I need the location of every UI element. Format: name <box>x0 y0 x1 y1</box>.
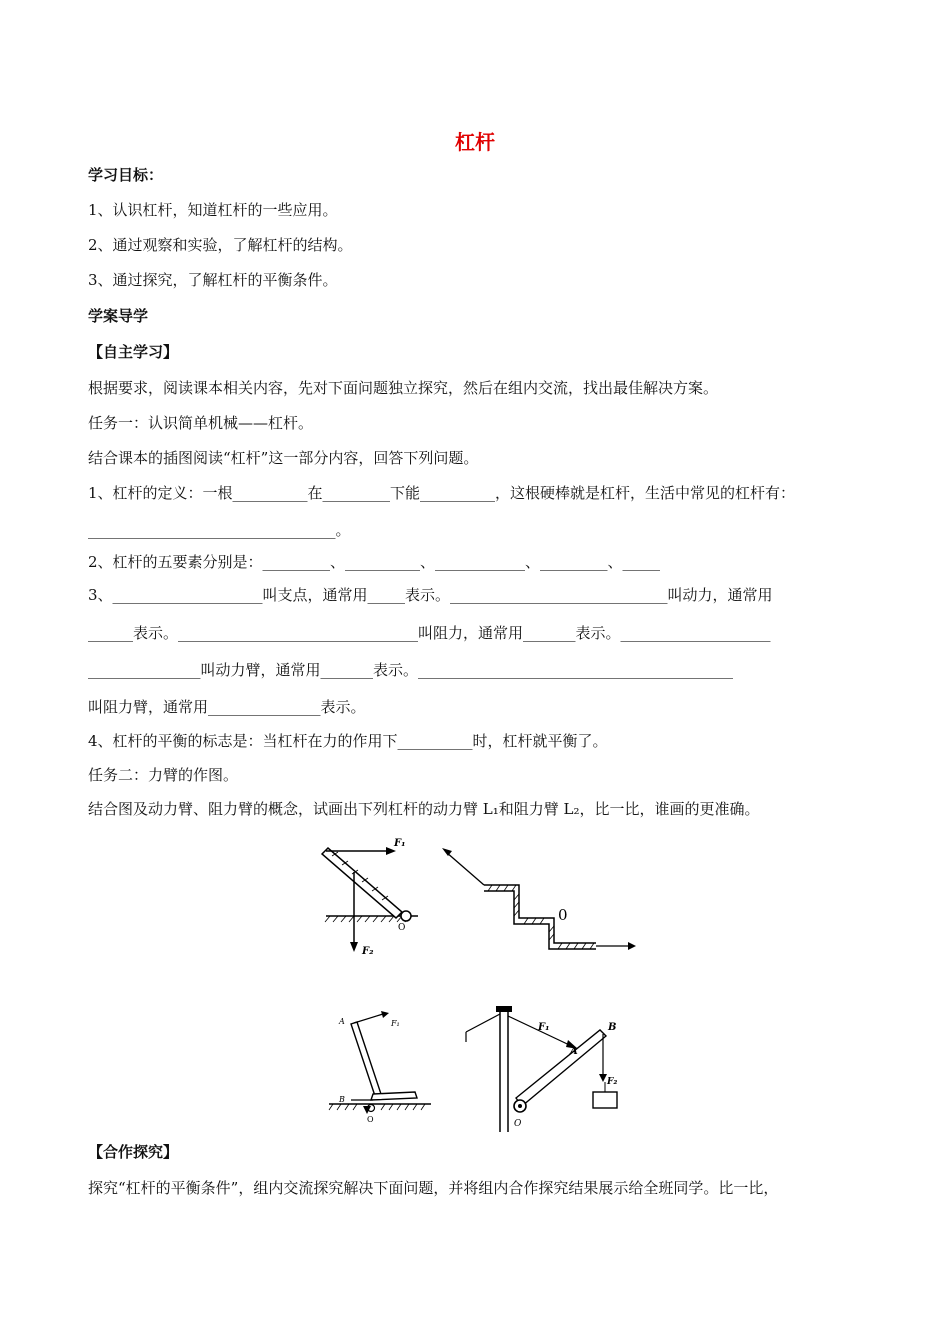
o-label: O <box>514 1119 522 1129</box>
a-label: A <box>570 1046 578 1057</box>
cooperation-text: 探究“杠杆的平衡条件”，组内交流探究解决下面问题，并将组内合作探究结果展示给全班同学。比一比， <box>88 1179 779 1197</box>
guide-heading: 学案导学 <box>88 307 149 325</box>
task1-heading: 任务一：认识简单机械——杠杆。 <box>88 414 314 432</box>
lever-figure-2 <box>436 838 641 958</box>
objective-item: 2、通过观察和实验，了解杠杆的结构。 <box>88 236 353 254</box>
page-title: 杠杆 <box>455 130 495 154</box>
objective-item: 1、认识杠杆，知道杠杆的一些应用。 <box>88 201 338 219</box>
objectives-heading: 学习目标： <box>88 166 164 184</box>
question-1-line1: 1、杠杆的定义：一根__________在_________下能__________，这根硬棒就是杠杆，生活中常见的杠杆有： <box>88 484 796 502</box>
cooperation-heading: 【合作探究】 <box>88 1143 179 1161</box>
task2-heading: 任务二：力臂的作图。 <box>88 766 239 784</box>
lever-figure-1 <box>318 832 428 962</box>
task2-intro: 结合图及动力臂、阻力臂的概念，试画出下列杠杆的动力臂 L₁和阻力臂 L₂，比一比，谁画的更准确。 <box>88 800 760 818</box>
question-1-line2: _________________________________。 <box>88 521 351 539</box>
lever-figure-3 <box>325 1008 435 1128</box>
task1-intro: 结合课本的插图阅读“杠杆”这一部分内容，回答下列问题。 <box>88 449 479 467</box>
question-3-line1: 3、____________________叫支点，通常用_____表示。_____________________________叫动力，通常用 <box>88 586 773 604</box>
b-label: B <box>339 1095 345 1104</box>
a-label: A <box>339 1017 345 1026</box>
intro-text: 根据要求，阅读课本相关内容，先对下面问题独立探究，然后在组内交流，找出最佳解决方案。 <box>88 379 719 397</box>
f2-label: F₂ <box>362 946 374 957</box>
f1-label: F₁ <box>538 1022 550 1033</box>
o-label: 0 <box>558 906 568 924</box>
objective-item: 3、通过探究，了解杠杆的平衡条件。 <box>88 271 338 289</box>
o-label: O <box>367 1115 374 1124</box>
self-study-heading: 【自主学习】 <box>88 343 179 361</box>
f1-label: F₁ <box>394 838 406 849</box>
f2-label: F₂ <box>607 1077 618 1087</box>
question-3-line2: ______表示。________________________________叫阻力，通常用_______表示。____________________ <box>88 624 771 642</box>
b-label: B <box>608 1022 617 1033</box>
question-2: 2、杠杆的五要素分别是：_________、__________、____________、_________、_____ <box>88 553 661 571</box>
f1-label: F₁ <box>391 1019 400 1028</box>
question-3-line4: 叫阻力臂，通常用_______________表示。 <box>88 698 366 716</box>
question-3-line3: _______________叫动力臂，通常用_______表示。__________________________________________ <box>88 661 734 679</box>
o-label: O <box>398 923 406 933</box>
lever-figure-4 <box>462 1002 632 1137</box>
question-4: 4、杠杆的平衡的标志是：当杠杆在力的作用下__________时，杠杆就平衡了。 <box>88 732 608 750</box>
